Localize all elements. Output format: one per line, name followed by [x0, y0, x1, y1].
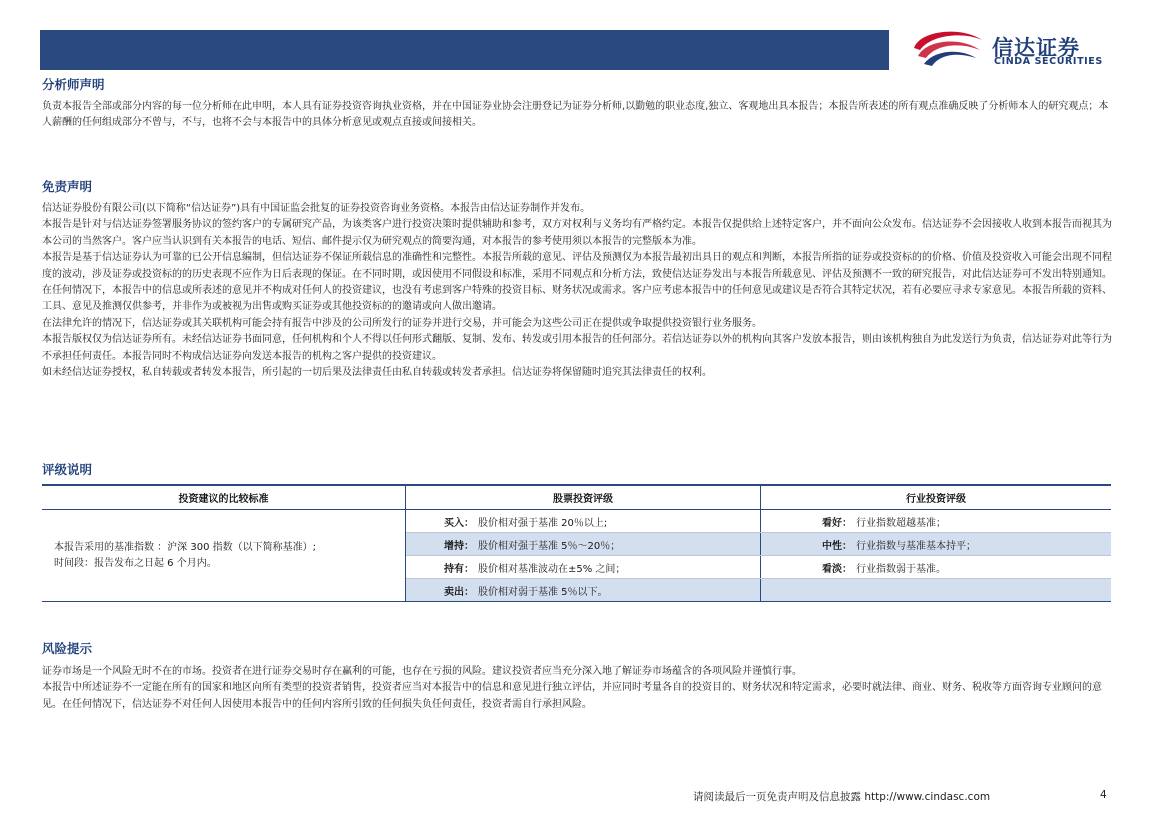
benchmark-cell: [42, 510, 406, 602]
risk-paragraph: 本报告中所述证券不一定能在所有的国家和地区向所有类型的投资者销售，投资者应当对本报告中的信息和意见进行独立评估，并应同时考量各自的投资目的、财务状况和特定需求，必要时就法律、商业、财务、税收等方面咨询专业顾问的意见。在任何情况下，信达证券不对任何人因使用本报告中的任何内容所引致的任何损失负任何责任，投资者需自行承担风险。: [42, 682, 1102, 710]
industry-rating-label: 看淡：: [761, 556, 855, 579]
logo-english-name: CINDA SECURITIES: [994, 56, 1103, 67]
stock-rating-label: 买入：: [406, 510, 477, 533]
disclaimer-text: [42, 201, 1112, 381]
analyst-statement-paragraph: 负责本报告全部或部分内容的每一位分析师在此申明，本人具有证券投资咨询执业资格，并在中国证券业协会注册登记为证券分析师,以勤勉的职业态度,独立、客观地出具本报告；本报告所表述的所有观点准确反映了分析师本人的研究观点；本人薪酬的任何组成部分不曾与，不与，也将不会与本报告中的具体分析意见或观点直接或间接相关。: [42, 101, 1109, 129]
stock-rating-label: 增持：: [406, 533, 477, 556]
stock-rating-desc: 股价相对基准波动在±5% 之间；: [476, 556, 761, 579]
page-number: 4: [1100, 789, 1107, 801]
industry-rating-desc: [854, 579, 1111, 602]
cinda-logo-icon: [910, 26, 986, 70]
rating-title: 评级说明: [42, 462, 93, 477]
benchmark-line: 时间段：报告发布之日起 6 个月内。: [54, 557, 217, 569]
benchmark-line: 本报告采用的基准指数 ：沪深 300 指数（以下简称基准）;: [54, 541, 316, 553]
company-logo: [910, 26, 1130, 72]
stock-rating-label: 持有：: [406, 556, 477, 579]
industry-rating-label: 看好：: [761, 510, 855, 533]
rating-table: [42, 484, 1111, 602]
logo-chinese-name: 信达证券: [992, 36, 1080, 60]
stock-rating-desc: 股价相对强于基准 20％以上;: [476, 510, 761, 533]
industry-rating-label: 中性：: [761, 533, 855, 556]
rating-header-industry: 行业投资评级: [761, 485, 1112, 510]
rating-header-benchmark: 投资建议的比较标准: [42, 485, 406, 510]
analyst-statement-text: [42, 99, 1112, 132]
header-bar: [40, 30, 889, 70]
analyst-statement-title: 分析师声明: [42, 77, 105, 92]
stock-rating-label: 卖出：: [406, 579, 477, 602]
footer-disclaimer-link[interactable]: 请阅读最后一页免责声明及信息披露 http://www.cindasc.com: [693, 791, 991, 803]
disclaimer-paragraph: 如未经信达证券授权，私自转载或者转发本报告，所引起的一切后果及法律责任由私自转载或转发者承担。信达证券将保留随时追究其法律责任的权利。: [42, 367, 712, 379]
stock-rating-desc: 股价相对弱于基准 5％以下。: [476, 579, 761, 602]
industry-rating-desc: 行业指数弱于基准。: [854, 556, 1111, 579]
stock-rating-desc: 股价相对强于基准 5％～20％；: [476, 533, 761, 556]
rating-header-row: [42, 485, 1111, 510]
disclaimer-paragraph: 本报告是基于信达证券认为可靠的已公开信息编制，但信达证券不保证所载信息的准确性和完整性。本报告所载的意见、评估及预测仅为本报告最初出具日的观点和判断，本报告所指的证券或投资标的的价格、价值及投资收入可能会出现不同程度的波动，涉及证券或投资标的的历史表现不应作为日后表现的保证。在不同时期，或因使用不同假设和标准，采用不同观点和分析方法，致使信达证券发出与本报告所载意见、评估及预测不一致的研究报告，对此信达证券可不发出特别通知。: [42, 252, 1112, 280]
disclaimer-paragraph: 本报告版权仅为信达证券所有。未经信达证券书面同意，任何机构和个人不得以任何形式翻版、复制、发布、转发或引用本报告的任何部分。若信达证券以外的机构向其客户发放本报告，则由该机构独自为此发送行为负责，信达证券对此等行为不承担任何责任。本报告同时不构成信达证券向发送本报告的机构之客户提供的投资建议。: [42, 334, 1112, 362]
disclaimer-paragraph: 在法律允许的情况下，信达证券或其关联机构可能会持有报告中涉及的公司所发行的证券并进行交易，并可能会为这些公司正在提供或争取提供投资银行业务服务。: [42, 317, 762, 329]
risk-text: [42, 664, 1112, 713]
disclaimer-title: 免责声明: [42, 179, 93, 194]
disclaimer-paragraph: 信达证券股份有限公司(以下简称“信达证券”)具有中国证监会批复的证券投资咨询业务资格。本报告由信达证券制作并发布。: [42, 203, 591, 214]
disclaimer-paragraph: 在任何情况下，本报告中的信息或所表述的意见并不构成对任何人的投资建议，也没有考虑到客户特殊的投资目标、财务状况或需求。客户应考虑本报告中的任何意见或建议是否符合其特定状况，若有必要应寻求专家意见。本报告所载的资料、工具、意见及推测仅供参考，并非作为或被视为出售或购买证券或其他投资标的的邀请或向人做出邀请。: [42, 285, 1112, 313]
industry-rating-label: [761, 579, 855, 602]
industry-rating-desc: 行业指数超越基准；: [854, 510, 1111, 533]
industry-rating-desc: 行业指数与基准基本持平；: [854, 533, 1111, 556]
risk-title: 风险提示: [42, 641, 93, 656]
rating-header-stock: 股票投资评级: [406, 485, 761, 510]
risk-paragraph: 证券市场是一个风险无时不在的市场。投资者在进行证券交易时存在赢利的可能，也存在亏损的风险。建议投资者应当充分深入地了解证券市场蕴含的各项风险并谨慎行事。: [42, 666, 802, 677]
rating-row: [42, 510, 1111, 533]
disclaimer-paragraph: 本报告是针对与信达证券签署服务协议的签约客户的专属研究产品，为该类客户进行投资决策时提供辅助和参考，双方对权利与义务均有严格约定。本报告仅提供给上述特定客户，并不面向公众发布。信达证券不会因接收人收到本报告而视其为本公司的当然客户。客户应当认识到有关本报告的电话、短信、邮件提示仅为研究观点的简要沟通，对本报告的参考使用须以本报告的完整版本为准。: [42, 219, 1112, 247]
